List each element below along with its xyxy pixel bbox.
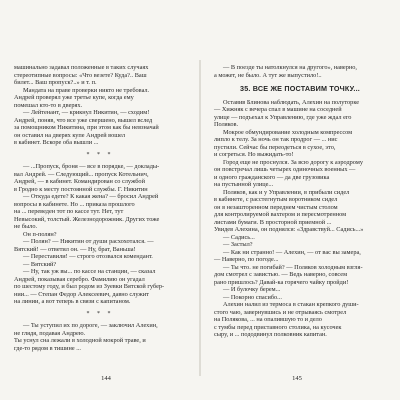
- text-line: стереотипные вопросы: «Что везете? Куда?.. Ваш: [14, 71, 147, 79]
- text-line: — Хижняк с вечера спал в машине на соседней: [214, 106, 342, 113]
- text-line: Мокрое обмундирование холодным компрессом: [223, 128, 353, 136]
- text-line: — Ну, так уж вы... по кассе на станции, — сказал: [23, 268, 156, 275]
- text-line: сыру, и ... пододвинул полковник капитан.: [214, 331, 327, 338]
- text-line: на пустынной улице...: [214, 181, 274, 188]
- text-line: где-то рядом в тишине ...: [14, 344, 81, 352]
- text-line: Поляков.: [214, 121, 239, 128]
- text-line: — Покорно спасибо...: [223, 293, 282, 301]
- text-line: не глядя, подавая Андрею.: [14, 329, 86, 337]
- text-line: на ... переведен тот по кассе тут. Нет, тут: [14, 208, 124, 215]
- text-line: — Полян? — Никитин от души расхохотался. —: [23, 238, 154, 245]
- text-line: вал Андрей. — Следующий... пропуск Котельнич,: [14, 170, 149, 178]
- text-line: Он п-полян?: [23, 230, 57, 238]
- text-line: Ты уснул сна лежали в холодной мокрой траве, и: [14, 337, 146, 344]
- text-line: в кабинете, с расстегнутым воротником сидел: [214, 196, 338, 203]
- text-line: и одного гражданского — да две грузовика: [214, 173, 330, 181]
- section-separator: * * *: [86, 151, 114, 158]
- text-line: листами бумаги. В просторной приемной ...: [214, 218, 332, 226]
- left-page-number: 144: [101, 375, 111, 382]
- text-line: дом смотрел с завистью. — Ведь наверно, совсем: [214, 271, 348, 278]
- text-line: улице — подъехал к Управлению, где уже ждал его: [214, 113, 352, 121]
- book-gutter: [199, 60, 201, 376]
- text-line: пустили. Сейчас бы переодеться в сухое, это,: [214, 143, 336, 151]
- text-line: на линии, а вот теперь в связи с капитаном.: [14, 298, 131, 305]
- text-line: по шестому году, и был родом из Зуевки Вятской губер-: [14, 283, 165, 290]
- text-line: Андрей проверял уже третье купе, когда ему: [14, 94, 134, 101]
- text-line: Город еще не проснулся. За всю дорогу к аэродрому: [223, 158, 363, 166]
- right-page: [214, 64, 386, 370]
- text-line: вопросы в кабинете. Но ... приказа прошлого: [14, 200, 135, 208]
- text-line: — В поезде ты натолкнулся на другого», наверно,: [223, 64, 357, 71]
- text-line: — Ты уступил их по дороге, — заключил Алехин,: [23, 322, 158, 329]
- text-line: он оставил на дверях купе Андрей вошел: [14, 131, 126, 139]
- text-line: — Как ни странно! — Алехин, — от вас вы замера,: [223, 248, 361, 256]
- text-line: Увидев Алехина, он поднялся: «Здравствуй... Садись...»: [214, 226, 364, 233]
- text-line: помешал кто-то в дверях.: [14, 101, 83, 109]
- text-line: Мандата на праве проверки никто не требовал.: [23, 86, 150, 94]
- text-line: машинально задавал положенные в таких случаях: [14, 64, 149, 71]
- text-line: он повстречал лишь четырех одиночных военных —: [214, 166, 356, 173]
- text-line: Андрей, — в кабинет. Командирован со службой: [14, 178, 145, 185]
- text-line: Андрей, показывая серебро. Фамилию он угадал: [14, 275, 145, 283]
- left-page: [14, 64, 186, 370]
- text-line: он в незашторенном переднем чистым столом: [214, 203, 338, 211]
- text-line: нии... — Степан Федор Алексеевич, давно служит: [14, 290, 149, 298]
- text-line: — Наверно, по погоде...: [214, 256, 279, 263]
- text-line: и согреться. Но выжидать-то!: [214, 151, 294, 158]
- text-line: — Лейтенант, — крикнул Никитин, — сходим!: [23, 109, 150, 116]
- right-page-number: 145: [292, 375, 302, 382]
- text-line: за помощником Никитина, при этом как бы невзначай: [14, 124, 159, 131]
- text-line: Алехин налил из термоса в стакан крепкого души-: [223, 301, 359, 308]
- text-line: Оставив Блинова наблюдать, Алехин на полуторке: [223, 98, 360, 106]
- text-line: Вятский! — ответил он. — Ну, брат, Ваньша!: [14, 245, 136, 253]
- text-line: — Откуда едете? К какая жена? — бросил Андрей: [23, 193, 159, 200]
- text-line: рано пришлось? Давай-ка горячего чайку пройди!: [214, 278, 349, 286]
- text-line: липло к телу. За ночь он так продрог — ... нис: [214, 136, 338, 143]
- text-line: — И булочку берем...: [223, 286, 281, 293]
- text-line: в Гродно к месту постоянной службы. Г. Никитин: [14, 185, 148, 193]
- text-line: Невысокий, толстый. Железнодорожник. Других тоже: [14, 215, 160, 223]
- text-line: — ...Пропуск, броня — все в порядке, — доклады-: [23, 163, 160, 170]
- text-line: в кабинет. Вскоре оба вышли ...: [14, 139, 99, 146]
- text-line: — Ты что. не погибай? — Поляков холодным взгля-: [223, 263, 363, 271]
- text-line: стого чаю, завернувшись и не отрываясь смотрел: [214, 308, 347, 316]
- text-line: а может, не было. А тут же выпустило!..: [214, 71, 322, 79]
- text-line: на Полякова, ... на опалившую то и дело: [214, 316, 322, 323]
- text-line: с тумбы перед приставного столика, на кусочек: [214, 323, 342, 331]
- text-line: — Вятский?: [23, 260, 57, 268]
- text-line: — Переставили! — строго отозвался комендант.: [23, 253, 153, 260]
- text-line: для контролируемой вахтером и пересмотренном: [214, 211, 347, 218]
- chapter-heading: 35. ВСЕ ЖЕ ПОСТАВИМ ТОЧКУ...: [240, 84, 360, 93]
- text-line: — Застыл?: [223, 241, 253, 248]
- text-line: не было.: [14, 223, 38, 230]
- section-separator: * * *: [86, 310, 114, 317]
- text-line: билет... Ваш пропуск?..» и т. п.: [14, 79, 97, 86]
- text-line: — Садись...: [223, 233, 255, 241]
- text-line: Андрей, поняв, что все уже свершено, вышел вслед: [14, 116, 153, 124]
- text-line: Поляков, как и у Управлении, в прибыли сидел: [223, 188, 350, 196]
